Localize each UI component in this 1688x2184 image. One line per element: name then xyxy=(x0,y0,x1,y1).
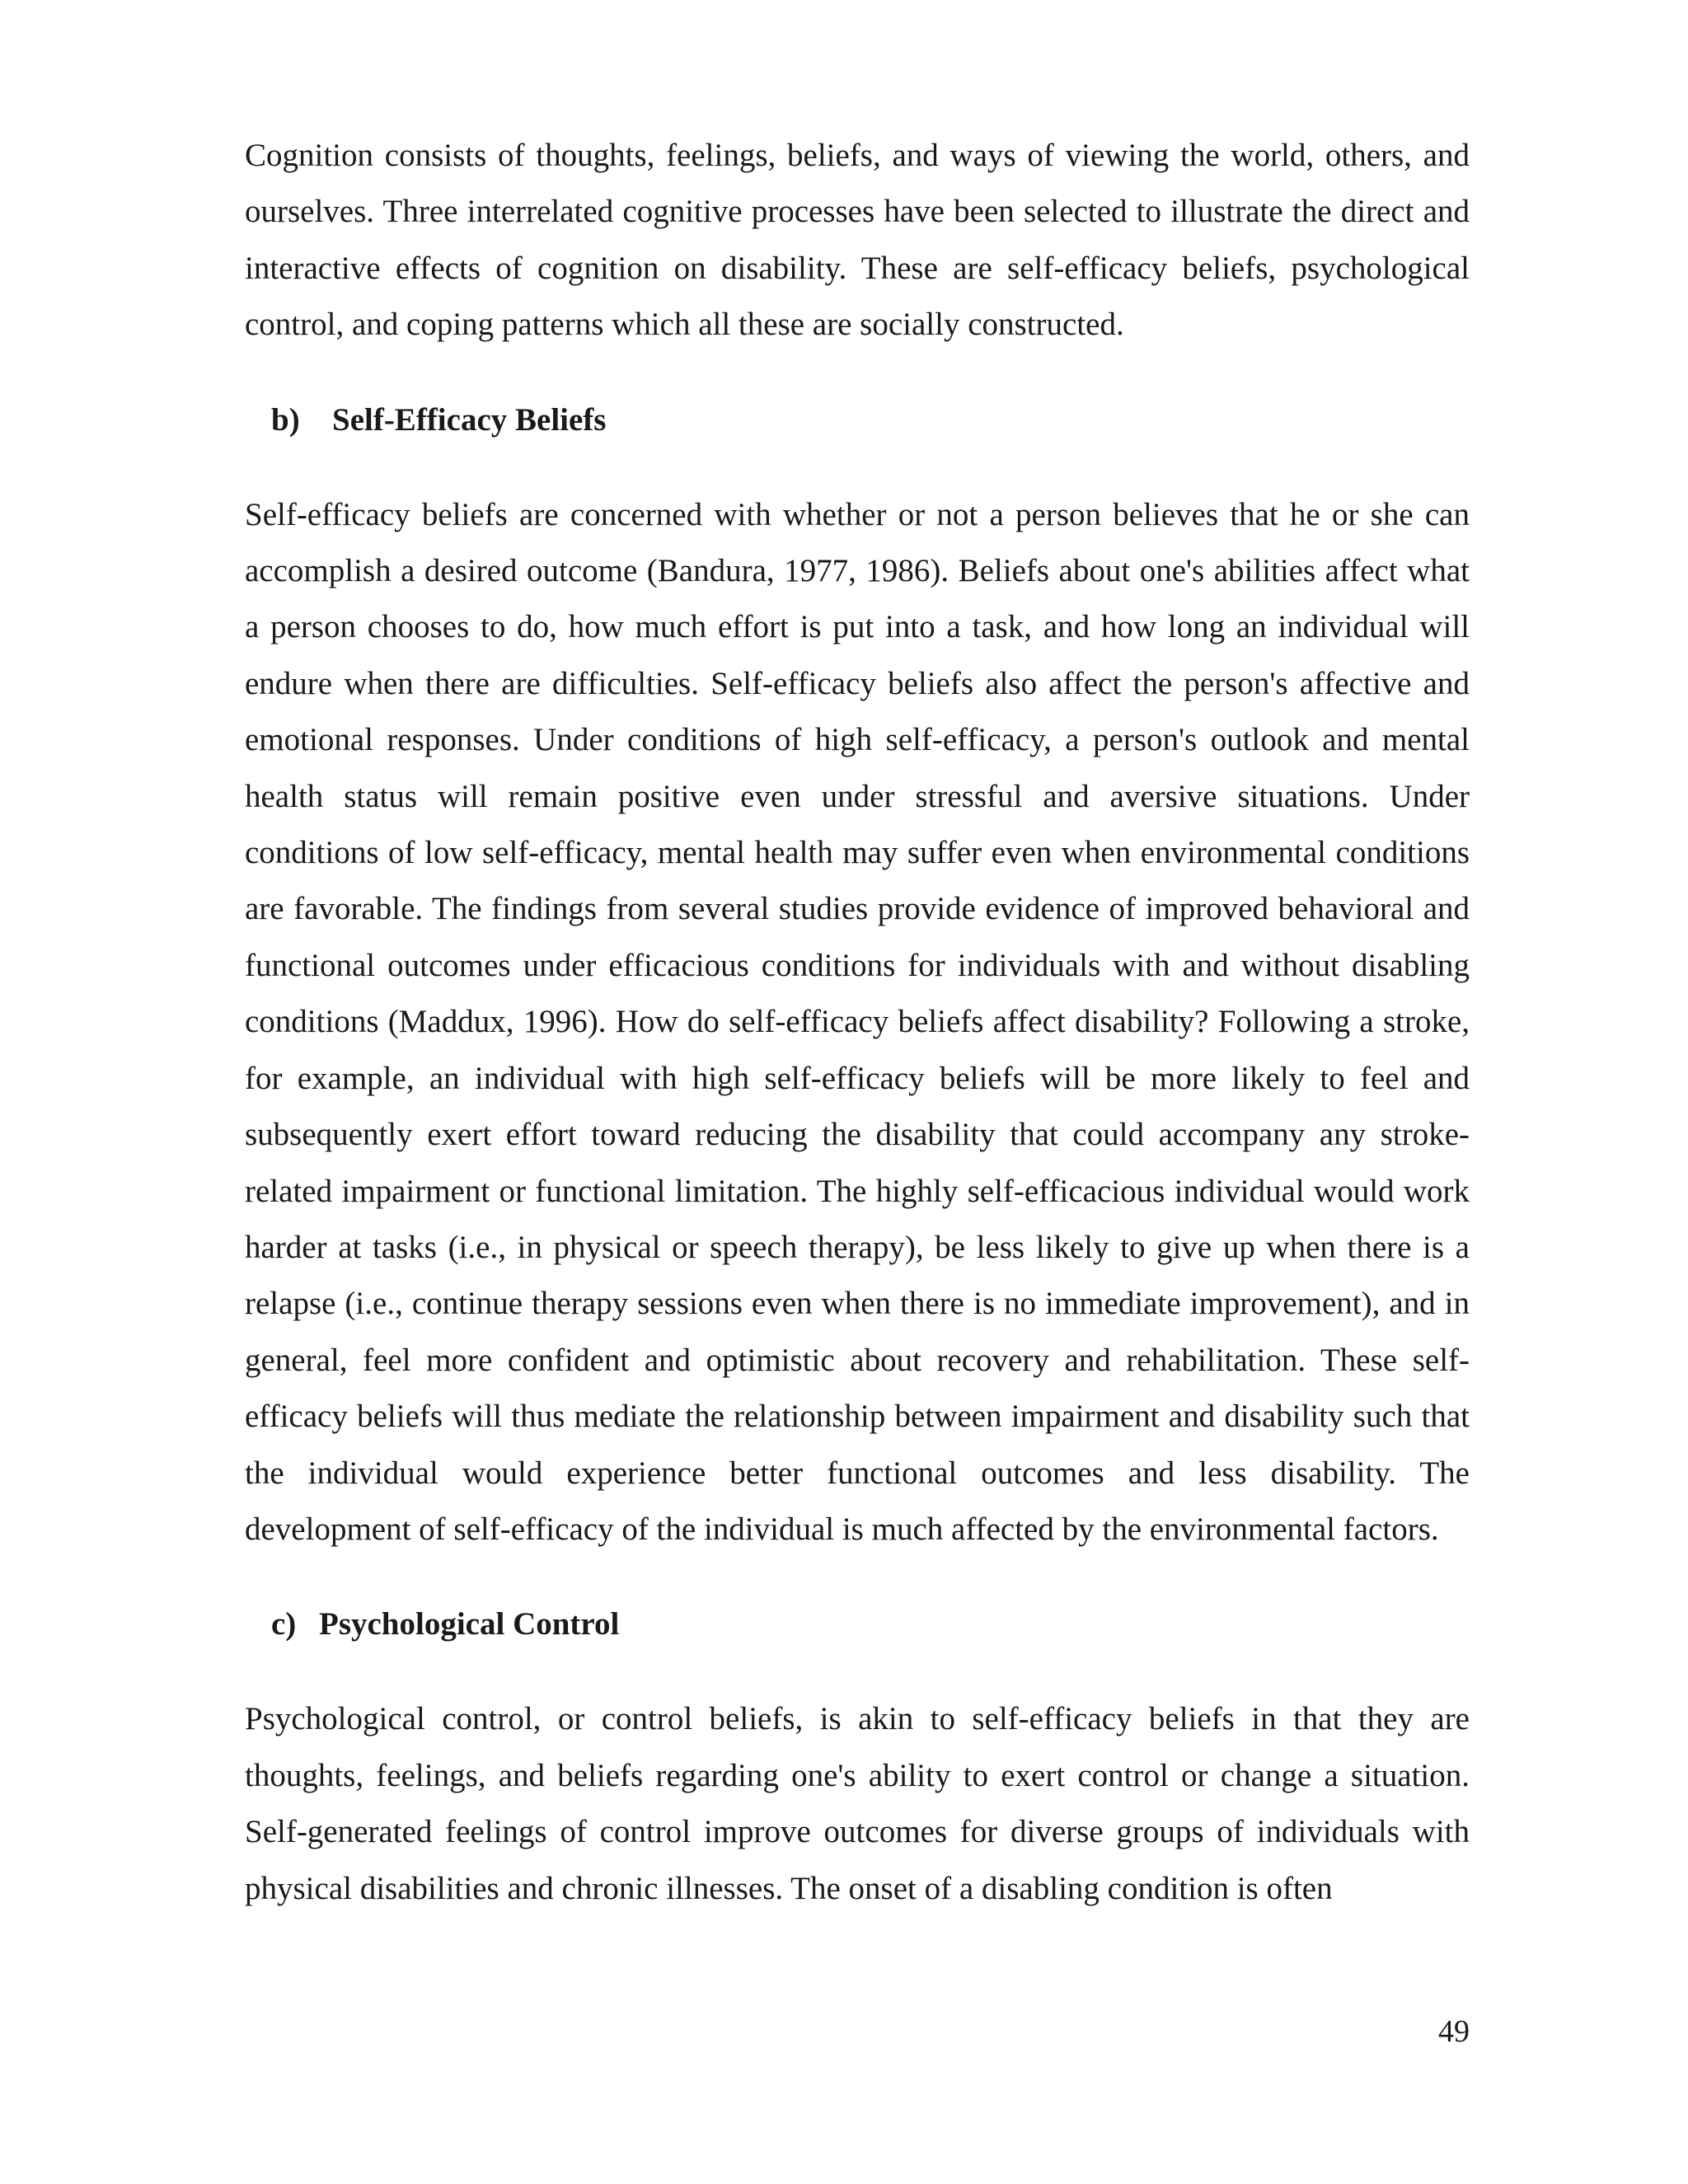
heading-marker: b) xyxy=(271,401,300,438)
heading-psychological-control xyxy=(245,1600,1470,1649)
heading-title: Psychological Control xyxy=(319,1606,620,1643)
page-number: 49 xyxy=(1438,2014,1470,2049)
heading-self-efficacy-beliefs xyxy=(245,396,1470,445)
paragraph-cognition-intro: Cognition consists of thoughts, feelings, beliefs, and ways of viewing the world, others, and ourselves. Three interrelated cognitive processes have been selected to illustrate the direct and interactive effects of cognition on disability. These are self-efficacy beliefs, psychological control, and coping patterns which all these are socially constructed. xyxy=(245,138,1470,343)
heading-marker: c) xyxy=(271,1606,297,1643)
document-page xyxy=(245,128,1470,1917)
paragraph-self-efficacy: Self-efficacy beliefs are concerned with whether or not a person believes that he or she can accomplish a desired outcome (Bandura, 1977, 1986). Beliefs about one's abilities affect what a person chooses to do, how much effort is put into a task, and how long an individual will endure when there are difficulties. Self-efficacy beliefs also affect the person's affective and emotional responses. Under conditions of high self-efficacy, a person's outlook and mental health status will remain positive even under stressful and aversive situations. Under conditions of low self-efficacy, mental health may suffer even when environmental conditions are favorable. The findings from several studies provide evidence of improved behavioral and functional outcomes under efficacious conditions for individuals with and without disabling conditions (Maddux, 1996). How do self-efficacy beliefs affect disability? Following a stroke, for example, an individual with high self-efficacy beliefs will be more likely to feel and subsequently exert effort toward reducing the disability that could accompany any stroke-related impairment or functional limitation. The highly self-efficacious individual would work harder at tasks (i.e., in physical or speech therapy), be less likely to give up when there is a relapse (i.e., continue therapy sessions even when there is no immediate improvement), and in general, feel more confident and optimistic about recovery and rehabilitation. These self-efficacy beliefs will thus mediate the relationship between impairment and disability such that the individual would experience better functional outcomes and less disability. The development of self-efficacy of the individual is much affected by the environmental factors. xyxy=(245,496,1470,1547)
paragraph-psychological-control: Psychological control, or control beliefs, is akin to self-efficacy beliefs in that they are thoughts, feelings, and beliefs regarding one's ability to exert control or change a situation. Self-generated feelings of control improve outcomes for diverse groups of individuals with physical disabilities and chronic illnesses. The onset of a disabling condition is often xyxy=(245,1701,1470,1906)
heading-title: Self-Efficacy Beliefs xyxy=(332,401,607,438)
